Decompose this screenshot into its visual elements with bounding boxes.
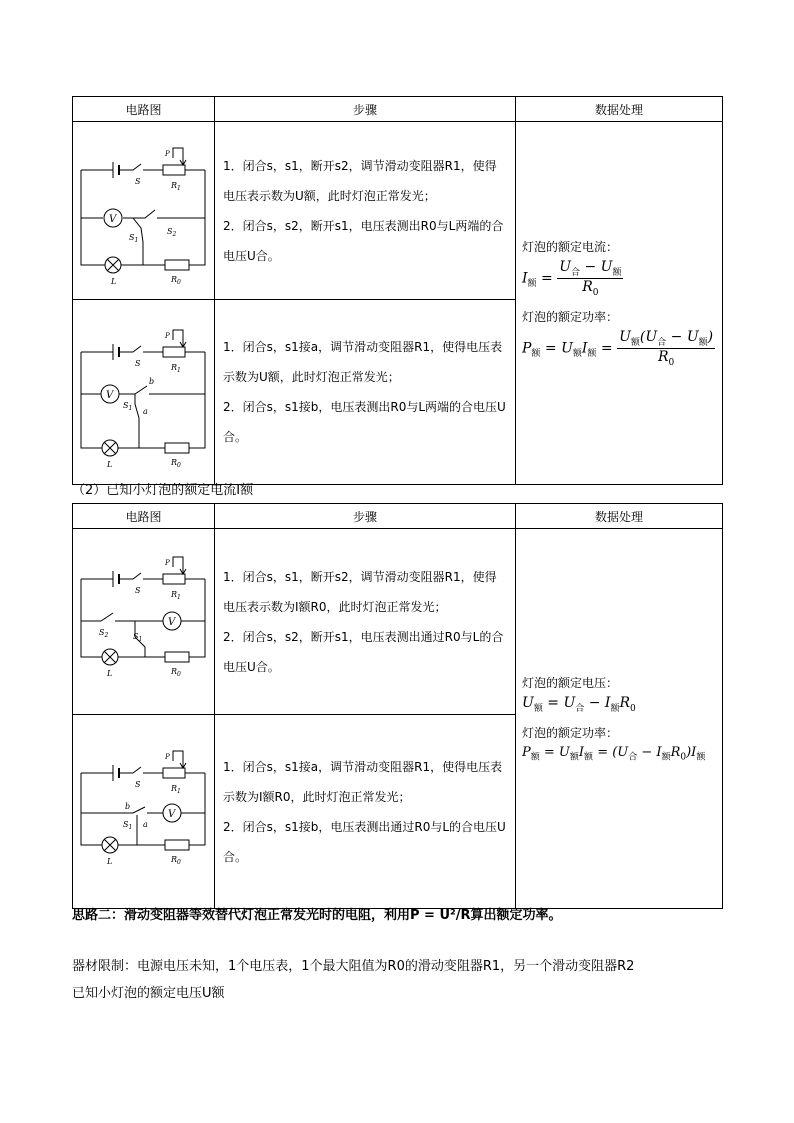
svg-text:S: S (135, 177, 141, 186)
svg-text:R1: $R_1$ (171, 363, 181, 374)
svg-text:S: S (135, 780, 141, 789)
table-current-known (72, 503, 723, 909)
svg-text:P: P (165, 753, 170, 761)
circuit-diagram-2a (73, 529, 215, 715)
svg-text:S: S (135, 586, 141, 595)
header-steps: 步骤 (215, 504, 516, 529)
svg-text:S1: $S_1$ (123, 820, 133, 831)
svg-text:V: V (168, 809, 176, 820)
svg-text:b: b (125, 802, 131, 811)
svg-text:V: V (109, 214, 117, 225)
step-text: 2．闭合s，s2，断开s1，电压表测出R0与L两端的合电压U合。 (223, 218, 504, 263)
current-formula: $I_额$ = $\frac{U_合 - U_额}{R_0}$ (522, 259, 622, 298)
svg-text:L: L (111, 277, 117, 286)
power-label: 灯泡的额定功率： (522, 726, 619, 741)
svg-text:R1: $R_1$ (171, 181, 181, 192)
circuit-diagram-1b (73, 300, 215, 485)
header-steps: 步骤 (215, 97, 516, 122)
circuit-diagram-icon (73, 300, 214, 480)
voltage-formula: $U_额 = U_合 - I_额R_0$ (522, 695, 636, 715)
idea-two-heading: 思路二：滑动变阻器等效替代灯泡正常发光时的电阻，利用P = U²/R算出额定功率。 (72, 908, 562, 923)
header-circuit: 电路图 (73, 97, 215, 122)
header-circuit: 电路图 (73, 504, 215, 529)
equipment-limits: 器材限制：电源电压未知，1个电压表，1个最大阻值为R0的滑动变阻器R1，另一个滑动变阻器R2 (72, 959, 635, 974)
svg-text:S2: $S_2$ (167, 227, 177, 238)
svg-text:P: P (165, 332, 170, 340)
svg-text:S1: $S_1$ (129, 233, 139, 244)
svg-text:L: L (107, 669, 113, 678)
voltage-label: 灯泡的额定电压： (522, 676, 619, 691)
step-text: 2．闭合s，s1接b，电压表测出R0与L两端的合电压U合。 (223, 400, 506, 444)
circuit-diagram-icon (73, 122, 214, 295)
circuit-diagram-icon (73, 529, 214, 710)
table-voltage-known (72, 96, 723, 485)
current-label: 灯泡的额定电流： (522, 240, 619, 255)
svg-text:R1: $R_1$ (171, 784, 181, 795)
svg-text:R1: $R_1$ (171, 590, 181, 601)
steps-cell-1a (215, 122, 516, 300)
circuit-diagram-icon (73, 715, 214, 904)
step-text: 1．闭合s，s1接a，调节滑动变阻器R1，使得电压表示数为I额R0，此时灯泡正常发光； (223, 759, 503, 804)
svg-text:S: S (135, 359, 141, 368)
step-text: 2．闭合s，s2，断开s1，电压表测出通过R0与L的合电压U合。 (223, 629, 504, 674)
svg-text:R0: $R_0$ (171, 275, 181, 286)
svg-text:S1: $S_1$ (123, 401, 133, 412)
svg-text:L: L (107, 857, 113, 866)
svg-text:V: V (106, 390, 114, 401)
power-formula: $P_额 = U_额I_额 = (U_合 - I_额R_0)I_额$ (522, 745, 706, 763)
steps-cell-2a (215, 529, 516, 715)
power-label: 灯泡的额定功率： (522, 310, 619, 324)
circuit-diagram-1a (73, 122, 215, 300)
circuit-diagram-2b (73, 715, 215, 909)
processing-cell-2 (516, 529, 723, 909)
svg-text:b: b (149, 377, 155, 386)
svg-text:R0: $R_0$ (171, 667, 181, 678)
svg-text:R0: $R_0$ (171, 458, 181, 469)
processing-cell-1 (516, 122, 723, 485)
svg-text:R0: $R_0$ (171, 855, 181, 866)
section-caption: （2）已知小灯泡的额定电流I额 (72, 483, 254, 498)
known-condition: 已知小灯泡的额定电压U额 (72, 986, 225, 1001)
svg-text:P: P (165, 150, 170, 158)
svg-text:V: V (168, 617, 176, 628)
steps-cell-1b (215, 300, 516, 485)
step-text: 1．闭合s，s1，断开s2，调节滑动变阻器R1，使得电压表示数为U额，此时灯泡正常发光； (223, 158, 497, 203)
svg-text:S2: $S_2$ (99, 628, 109, 639)
header-processing: 数据处理 (516, 504, 723, 529)
svg-text:a: a (143, 407, 148, 416)
step-text: 1．闭合s，s1接a，调节滑动变阻器R1，使得电压表示数为U额，此时灯泡正常发光； (223, 340, 503, 384)
svg-text:S1: $S_1$ (133, 632, 143, 643)
header-processing: 数据处理 (516, 97, 723, 122)
step-text: 1．闭合s，s1，断开s2，调节滑动变阻器R1，使得电压表示数为I额R0，此时灯泡正常发光； (223, 569, 497, 614)
power-formula: $P_额 = U_额I_额$ = $\frac{U_额(U_合 - U_额)}{R_0}$ (522, 329, 714, 368)
steps-cell-2b (215, 715, 516, 909)
step-text: 2．闭合s，s1接b，电压表测出通过R0与L的合电压U合。 (223, 819, 506, 864)
svg-text:L: L (107, 460, 113, 469)
svg-text:P: P (165, 559, 170, 567)
svg-text:a: a (143, 820, 148, 829)
